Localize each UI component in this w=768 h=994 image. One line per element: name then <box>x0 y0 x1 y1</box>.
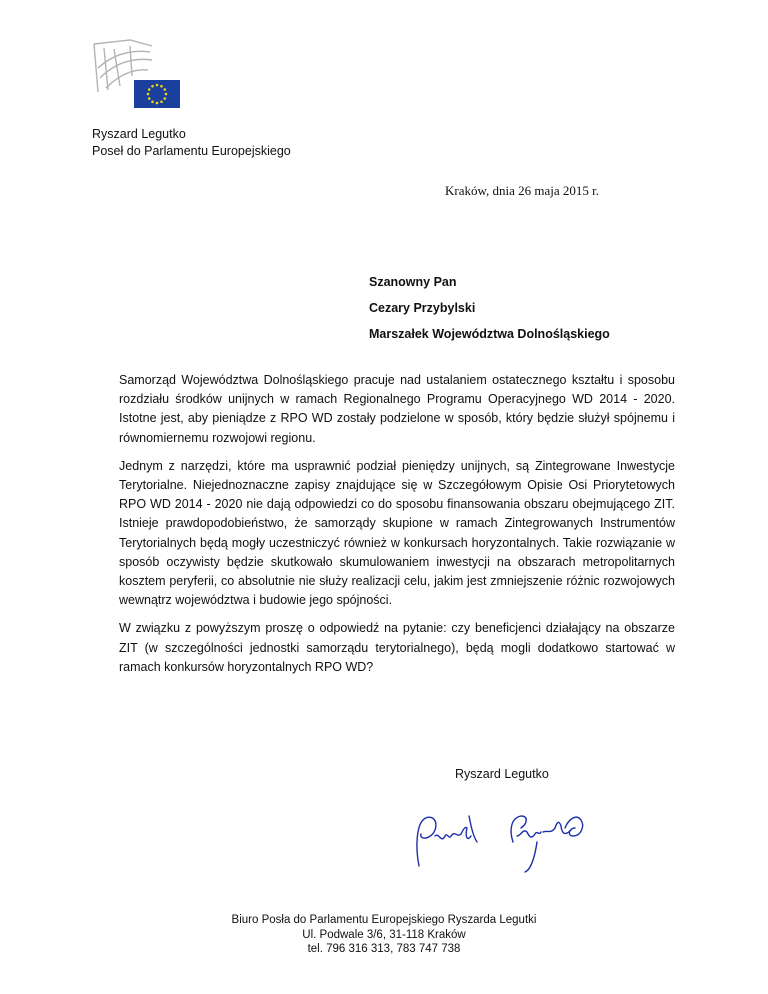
sender-title: Poseł do Parlamentu Europejskiego <box>92 144 291 158</box>
handwritten-signature <box>405 806 605 878</box>
parliament-hemicycle-icon <box>90 38 186 110</box>
letter-date: Kraków, dnia 26 maja 2015 r. <box>445 183 600 198</box>
footer-office: Biuro Posła do Parlamentu Europejskiego Ryszarda Legutki <box>231 914 537 926</box>
letter-footer <box>0 913 768 957</box>
european-parliament-logo <box>90 38 186 110</box>
recipient-name: Cezary Przybylski <box>369 301 476 315</box>
sender-name: Ryszard Legutko <box>92 127 186 141</box>
footer-address: Ul. Podwale 3/6, 31-118 Kraków <box>302 928 466 941</box>
footer-phone: tel. 796 316 313, 783 747 738 <box>307 943 461 955</box>
recipient-title: Marszałek Województwa Dolnośląskiego <box>369 327 610 341</box>
body-paragraph-1: Samorząd Województwa Dolnośląskiego pracuje nad ustalaniem ostatecznego kształtu i sposobu rozdziału środków unijnych w ramach Regionalnego Programu Operacyjnego WD 2014 - 2020. Istotne jest, aby pieniądze z RPO WD zostały podzielone w sposób, który będzie służył spójnemu i równomiernemu rozwojowi regionu. <box>119 373 675 445</box>
signature-icon <box>405 806 605 878</box>
body-paragraph-2: Jednym z narzędzi, które ma usprawnić podział pieniędzy unijnych, są Zintegrowane Inwestycje Terytorialne. Niejednoznaczne zapisy znajdujące się w Szczegółowym Opisie Osi Priorytetowych RPO WD 2014 - 2020 nie dają odpowiedzi co do sposobu finansowania obszaru obejmującego ZIT. Istnieje prawdopodobieństwo, że samorządy skupione w ramach Zintegrowanych Instrumentów Terytorialnych będą mogły uczestniczyć również w konkursach horyzontalnych. Takie rozwiązanie w sposób oczywisty będzie skutkowało skumulowaniem inwestycji na obszarach metropolitarnych kosztem peryferii, co absolutnie nie służy realizacji celu, jakim jest zmniejszenie różnic rozwojowych wewnątrz województwa i budowie jego spójności. <box>119 458 675 608</box>
recipient-block <box>369 274 610 352</box>
recipient-salutation: Szanowny Pan <box>369 275 457 289</box>
letter-body <box>119 371 675 686</box>
closing-name: Ryszard Legutko <box>455 767 549 781</box>
sender-block <box>92 126 291 160</box>
body-paragraph-3: W związku z powyższym proszę o odpowiedź na pytanie: czy beneficjenci działający na obszarze ZIT (w szczególności jednostki samorządu terytorialnego), będą mogli dodatkowo startować w ramach konkursów horyzontalnych RPO WD? <box>119 621 675 674</box>
